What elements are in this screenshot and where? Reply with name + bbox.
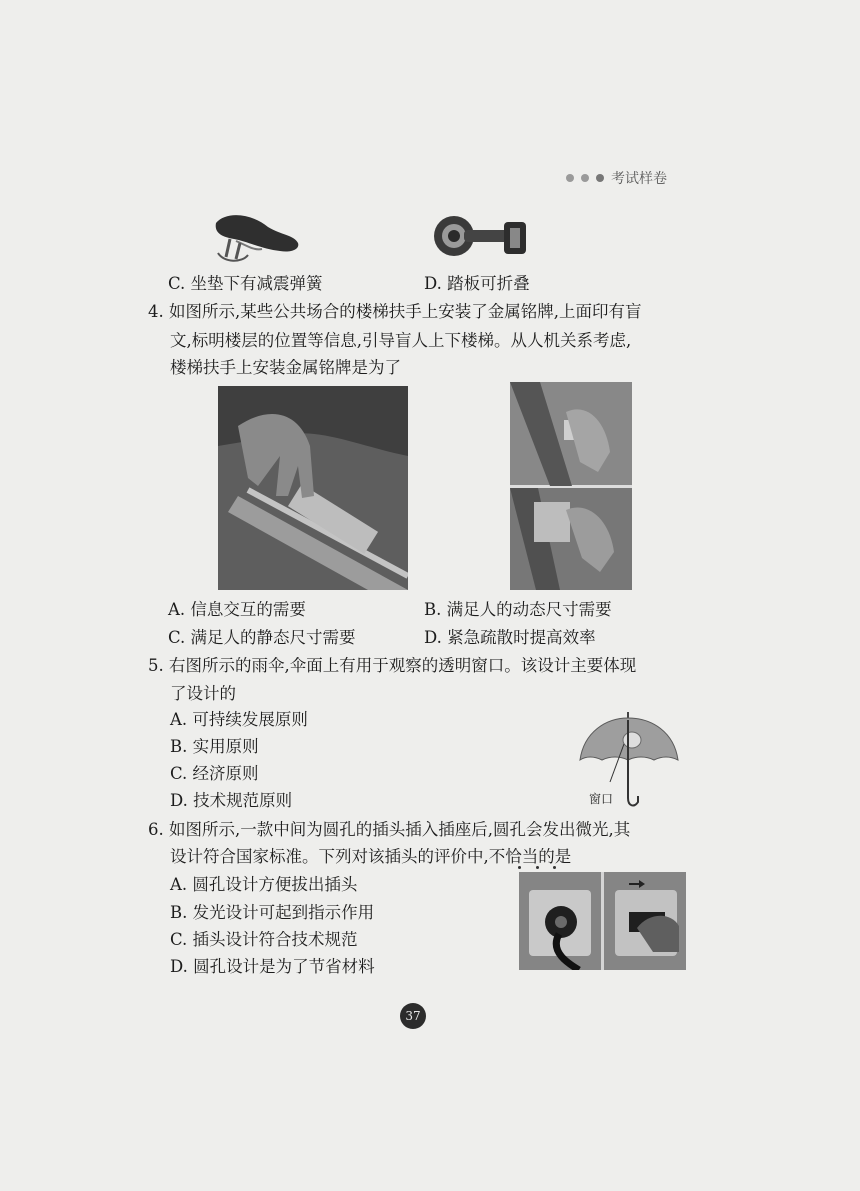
- umbrella-window-label: 窗口: [589, 792, 614, 806]
- page-header: [566, 168, 667, 188]
- q3-option-d: D. 踏板可折叠: [424, 274, 530, 293]
- q3-option-c: C. 坐垫下有减震弹簧: [168, 274, 323, 293]
- q6-option: D. 圆孔设计是为了节省材料: [170, 957, 375, 976]
- q4-option-a: A. 信息交互的需要: [168, 600, 306, 619]
- q5-option: A. 可持续发展原则: [170, 710, 308, 729]
- folding-pedal-image: [432, 208, 530, 264]
- q4-option-b: B. 满足人的动态尺寸需要: [424, 600, 612, 619]
- q5-option: C. 经济原则: [170, 764, 259, 783]
- header-label: 考试样卷: [611, 171, 667, 187]
- q5-stem-line: 5. 右图所示的雨伞,伞面上有用于观察的透明窗口。该设计主要体现: [148, 656, 637, 675]
- handrail-hand-photo: [218, 386, 408, 590]
- q5-option: B. 实用原则: [170, 737, 259, 756]
- q6-stem-line: 6. 如图所示,一款中间为圆孔的插头插入插座后,圆孔会发出微光,其: [148, 820, 631, 839]
- q6-option: A. 圆孔设计方便拔出插头: [170, 875, 358, 894]
- q4-stem-line: 4. 如图所示,某些公共场合的楼梯扶手上安装了金属铭牌,上面印有盲: [148, 302, 642, 321]
- q4-stem-line: 楼梯扶手上安装金属铭牌是为了: [170, 358, 401, 377]
- q6-stem-line: 设计符合国家标准。下列对该插头的评价中,不恰当的是: [170, 847, 572, 866]
- emphasis-dot: [518, 866, 521, 869]
- emphasis-dot: [553, 866, 556, 869]
- q4-option-d: D. 紧急疏散时提高效率: [424, 628, 596, 647]
- q4-stem-line: 文,标明楼层的位置等信息,引导盲人上下楼梯。从人机关系考虑,: [170, 331, 632, 350]
- q6-option: C. 插头设计符合技术规范: [170, 930, 358, 949]
- handrail-plaque-photo: [510, 382, 632, 590]
- header-dot: [581, 174, 589, 182]
- q5-stem-line: 了设计的: [170, 684, 236, 703]
- q6-option: B. 发光设计可起到指示作用: [170, 903, 375, 922]
- q4-option-c: C. 满足人的静态尺寸需要: [168, 628, 356, 647]
- page-number: 37: [400, 1003, 426, 1029]
- q5-option: D. 技术规范原则: [170, 791, 293, 810]
- header-dot: [596, 174, 604, 182]
- plug-socket-photo: [519, 872, 686, 970]
- header-dot: [566, 174, 574, 182]
- emphasis-dot: [536, 866, 539, 869]
- bicycle-seat-image: [206, 205, 302, 267]
